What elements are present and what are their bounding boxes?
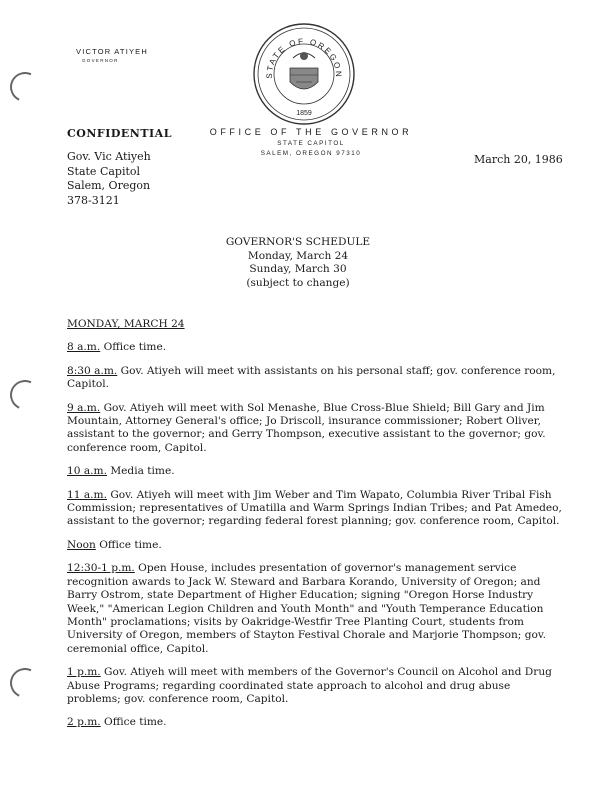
- schedule-entry: [67, 539, 567, 552]
- schedule-end-date: Sunday, March 30: [249, 263, 347, 275]
- punch-hole-mark: [6, 664, 44, 702]
- schedule-entry: [67, 341, 567, 354]
- entry-text: Open House, includes presentation of governor's management service recognition awards to Jack W. Steward and Barbara Korando, University of Oregon; and Barry Ostrom, state Department of Higher Education; signing "Oregon Horse Industry Week," "American Legion Children and Youth Month" and "Youth Temperance Education Month" proclamations; visits by Oakridge-Westfir Tree Planting Court, students from University of Oregon, members of Stayton Festival Chorale and Marjorie Thompson; gov. ceremonial office, Capitol.: [67, 562, 546, 655]
- state-seal-logo: [250, 20, 358, 128]
- schedule-entry: [67, 562, 567, 656]
- memo-date: March 20, 1986: [474, 153, 563, 166]
- entry-time: 8 a.m.: [67, 341, 101, 354]
- entry-text: Gov. Atiyeh will meet with assistants on his personal staff; gov. conference room, Capitol.: [67, 364, 556, 391]
- schedule-start-date: Monday, March 24: [247, 249, 349, 262]
- entry-time: Noon: [67, 538, 96, 551]
- entry-text: Gov. Atiyeh will meet with members of the Governor's Council on Alcohol and Drug Abuse Programs; regarding coordinated state approach to alcohol and drug abuse problems; gov. conference room, Capitol.: [67, 666, 552, 705]
- entry-text: Office time.: [100, 716, 167, 729]
- schedule-entry: [67, 365, 567, 392]
- entry-text: Office time.: [95, 538, 162, 551]
- sender-line: Salem, Oregon: [67, 179, 151, 193]
- sender-address: [67, 150, 151, 208]
- sender-line: Gov. Vic Atiyeh: [67, 150, 151, 163]
- day-heading: MONDAY, MARCH 24: [67, 318, 185, 330]
- schedule-entry: [67, 666, 567, 706]
- seal-year: 1859: [296, 110, 312, 117]
- confidential-label: CONFIDENTIAL: [67, 127, 172, 140]
- schedule-entry: [67, 489, 567, 529]
- office-title: OFFICE OF THE GOVERNOR: [209, 127, 413, 137]
- entry-time: 12:30-1 p.m.: [67, 562, 135, 575]
- punch-hole-mark: [6, 376, 44, 414]
- office-line-capitol: STATE CAPITOL: [277, 140, 345, 147]
- entry-time: 2 p.m.: [67, 716, 101, 729]
- entry-text: Gov. Atiyeh will meet with Sol Menashe, Blue Cross-Blue Shield; Bill Gary and Jim Mountain, Attorney General's office; Jo Driscoll, insurance commissioner; Robert Oliver, assistant to the governor; and Gerry Thompson, executive assistant to the governor; gov. conference room, Capitol.: [67, 401, 546, 454]
- schedule-header: [218, 236, 378, 290]
- entry-text: Media time.: [106, 465, 175, 478]
- entry-time: 9 a.m.: [67, 401, 101, 414]
- entry-time: 8:30 a.m.: [67, 364, 118, 377]
- governor-title: GOVERNOR: [82, 58, 119, 63]
- entry-time: 1 p.m.: [67, 666, 101, 679]
- sender-line: 378-3121: [67, 193, 120, 207]
- office-line-address: SALEM, OREGON 97310: [260, 150, 362, 157]
- schedule-entry: [67, 465, 567, 478]
- schedule-entry: [67, 402, 567, 456]
- seal-text: STATE OF OREGON: [264, 36, 344, 79]
- entry-text: Gov. Atiyeh will meet with Jim Weber and Tim Wapato, Columbia River Tribal Fish Commission; representatives of Umatilla and Warm Springs Indian Tribes; and Pat Amedeo, assistant to the governor; regarding federal forest planning; gov. conference room, Capitol.: [67, 488, 562, 528]
- entry-time: 11 a.m.: [67, 488, 107, 501]
- punch-hole-mark: [6, 68, 44, 106]
- schedule-entry: [67, 716, 567, 729]
- governor-name: VICTOR ATIYEH: [76, 47, 149, 56]
- entry-time: 10 a.m.: [67, 465, 107, 478]
- sender-line: State Capitol: [67, 164, 141, 178]
- entry-text: Office time.: [100, 341, 167, 354]
- office-heading: [206, 127, 416, 157]
- schedule-body: [67, 318, 567, 740]
- schedule-title: GOVERNOR'S SCHEDULE: [225, 236, 371, 248]
- schedule-note: (subject to change): [246, 276, 350, 289]
